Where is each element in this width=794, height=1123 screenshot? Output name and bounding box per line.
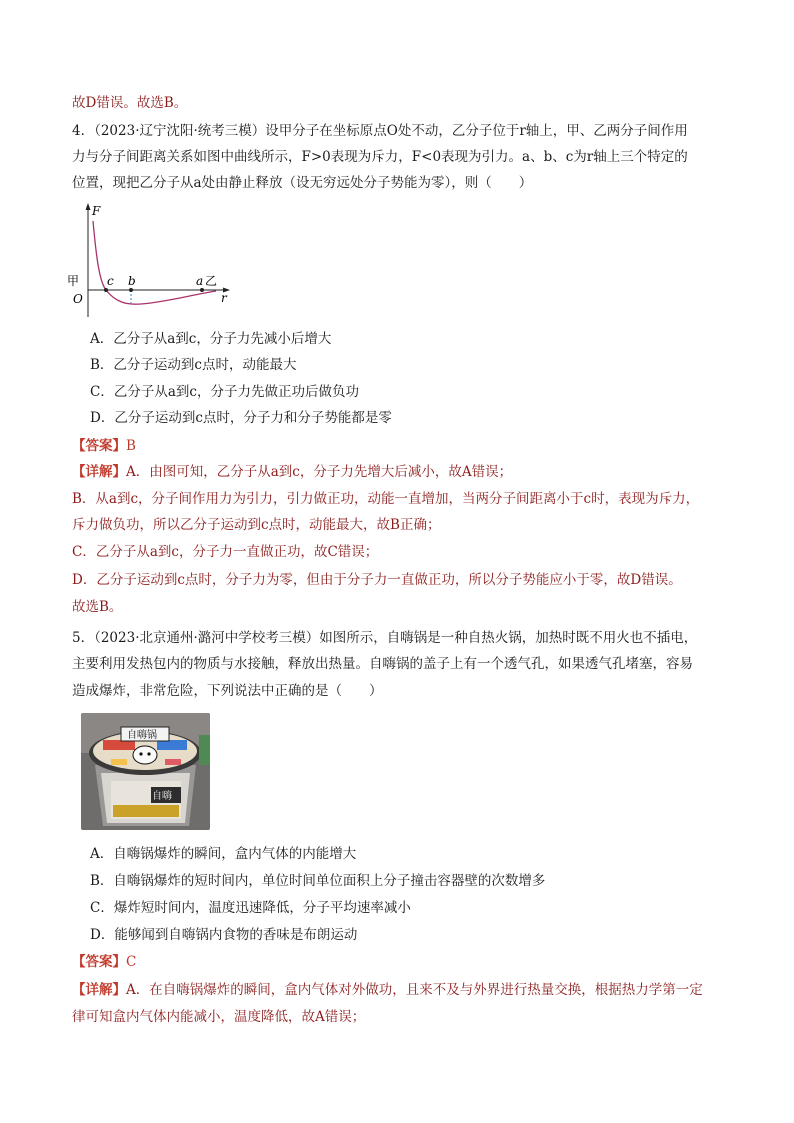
- answer-tag: 【答案】: [72, 438, 126, 454]
- q4-option-b: B．乙分子运动到c点时，动能最大: [90, 357, 297, 373]
- q5-option-c: C．爆炸短时间内，温度迅速降低，分子平均速率减小: [90, 900, 411, 916]
- detail-text: A．由图可知，乙分子从a到c，分子力先增大后减小，故A错误；: [126, 464, 513, 480]
- detail-tag: 【详解】: [72, 982, 126, 998]
- q4-detail-line6: 故选B。: [72, 599, 123, 615]
- axis-label-r: r: [221, 291, 227, 305]
- q5-stem-line2: 主要利用发热包内的物质与水接触，释放出热量。自嗨锅的盖子上有一个透气孔，如果透气孔堵塞，容易: [72, 656, 693, 672]
- q4-option-a: A．乙分子从a到c，分子力先减小后增大: [90, 331, 332, 347]
- answer-value: B: [126, 438, 136, 454]
- force-distance-graph: [66, 199, 236, 324]
- self-heating-pot-photo: [81, 713, 210, 830]
- axis-label-F: F: [92, 204, 101, 218]
- q5-stem-line3: 造成爆炸，非常危险，下列说法中正确的是（ ）: [72, 683, 383, 699]
- q4-option-c: C．乙分子从a到c，分子力先做正功后做负功: [90, 384, 359, 400]
- label-b: b: [128, 274, 136, 288]
- answer-tag: 【答案】: [72, 954, 126, 970]
- label-c: c: [107, 274, 114, 288]
- point-a: [200, 288, 204, 292]
- point-b: [129, 288, 133, 292]
- q5-answer: [72, 952, 136, 972]
- prev-answer-ending: 故D错误。故选B。: [72, 95, 188, 111]
- detail-text: A．在自嗨锅爆炸的瞬间，盒内气体对外做功，且来不及与外界进行热量交换，根据热力学第一定: [126, 982, 703, 998]
- label-yi: 乙: [205, 274, 218, 288]
- answer-value: C: [126, 954, 137, 970]
- q4-stem-line2: 力与分子间距离关系如图中曲线所示，F>0表现为斥力，F<0表现为引力。a、b、c为r轴上三个特定的: [72, 149, 688, 165]
- q5-detail-line1: [72, 980, 703, 1000]
- q4-detail-line1: [72, 462, 512, 482]
- q5-option-a: A．自嗨锅爆炸的瞬间，盒内气体的内能增大: [90, 846, 357, 862]
- label-jia: 甲: [67, 274, 80, 288]
- q5-option-d: D．能够闻到自嗨锅内食物的香味是布朗运动: [90, 927, 358, 943]
- force-curve: [93, 221, 216, 304]
- q4-answer: [72, 436, 136, 456]
- q5-option-b: B．自嗨锅爆炸的短时间内，单位时间单位面积上分子撞击容器壁的次数增多: [90, 873, 546, 889]
- q4-detail-line4: C．乙分子从a到c，分子力一直做正功，故C错误；: [72, 544, 379, 560]
- q5-detail-line2: 律可知盒内气体内能减小，温度降低，故A错误；: [72, 1009, 366, 1025]
- label-a: a: [196, 274, 204, 288]
- point-c: [104, 288, 108, 292]
- q4-option-d: D．乙分子运动到c点时，分子力和分子势能都是零: [90, 410, 392, 426]
- label-origin: O: [73, 292, 83, 306]
- lid-brand-text: 自嗨锅: [127, 730, 157, 741]
- q4-stem-line1: 4．（2023·辽宁沈阳·统考三模）设甲分子在坐标原点O处不动，乙分子位于r轴上，甲、乙两分子间作用: [72, 123, 688, 139]
- q5-stem-line1: 5．（2023·北京通州·潞河中学校考三模）如图所示，自嗨锅是一种自热火锅，加热时既不用火也不插电，: [72, 630, 698, 646]
- q4-detail-line2: B．从a到c，分子间作用力为引力，引力做正功，动能一直增加，当两分子间距离小于c时，表现为斥力，: [72, 491, 700, 507]
- detail-tag: 【详解】: [72, 464, 126, 480]
- q4-detail-line5: D．乙分子运动到c点时，分子力为零，但由于分子力一直做正功，所以分子势能应小于零，故D错误。: [72, 572, 682, 588]
- q4-stem-line3: 位置，现把乙分子从a处由静止释放（设无穷远处分子势能为零），则（ ）: [72, 175, 533, 191]
- q4-detail-line3: 斥力做负功，所以乙分子运动到c点时，动能最大，故B正确；: [72, 517, 441, 533]
- side-brand-text: 自嗨: [152, 791, 172, 802]
